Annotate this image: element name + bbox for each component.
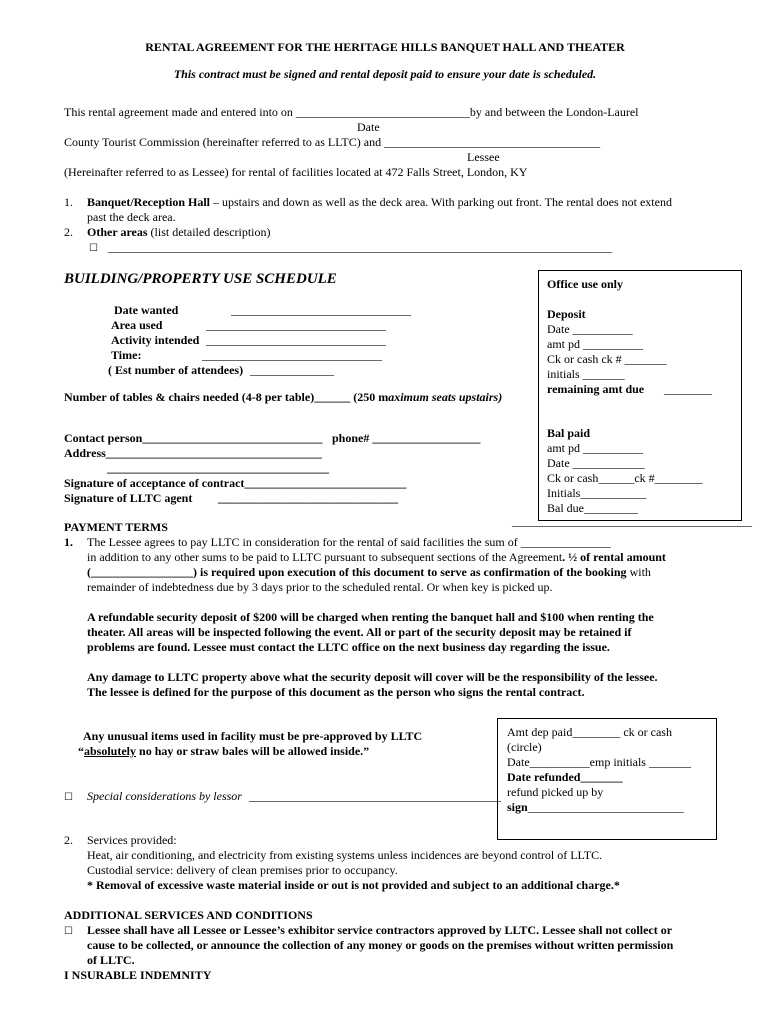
max-seats-note: aximum seats upstairs): [388, 390, 503, 404]
attendees-field[interactable]: ______________: [250, 363, 334, 377]
insurable-indemnity-heading: I NSURABLE INDEMNITY: [64, 968, 212, 982]
sign-label: sign: [507, 800, 528, 814]
no-hay-text: no hay or straw bales will be allowed inside.”: [136, 744, 370, 758]
balance-initials-field[interactable]: Initials___________: [547, 486, 647, 500]
open-quote: “: [78, 744, 84, 758]
services-number: 2.: [64, 833, 73, 847]
payment-line-2: [87, 550, 666, 565]
circle-note: (circle): [507, 740, 542, 754]
activity-label: Activity intended: [111, 333, 200, 347]
other-areas-checkbox[interactable]: ☐: [89, 243, 98, 254]
attendees-label: ( Est number of attendees): [108, 363, 244, 377]
payment-line-1: The Lessee agrees to pay LLTC in consideration for the rental of said facilities the sum of _______________: [87, 535, 611, 549]
remaining-due-label: remaining amt due: [547, 382, 645, 396]
item-1-heading: Banquet/Reception Hall: [87, 195, 211, 209]
document-subtitle: This contract must be signed and rental deposit paid to ensure your date is scheduled.: [173, 67, 597, 81]
intro-line-2: County Tourist Commission (hereinafter referred to as LLTC) and ____________________________________: [64, 135, 601, 149]
deposit-initials-field[interactable]: initials _______: [547, 367, 625, 381]
remaining-due-field[interactable]: ________: [664, 382, 712, 396]
payment-line-3: [87, 565, 651, 580]
services-utilities: Heat, air conditioning, and electricity from existing systems unless incidences are beyond control of LLTC.: [87, 848, 603, 862]
services-waste-removal: * Removal of excessive waste material inside or out is not provided and subject to an additional charge.*: [87, 878, 620, 892]
agent-signature-field[interactable]: ______________________________: [218, 491, 398, 505]
security-deposit-line-1: A refundable security deposit of $200 will be charged when renting the banquet hall and $100 when renting the: [87, 610, 654, 624]
damage-clause-line-2: The lessee is defined for the purpose of this document as the person who signs the rental contract.: [87, 685, 585, 699]
unusual-items-line-2: [78, 744, 369, 759]
balance-amount-field[interactable]: amt pd __________: [547, 441, 643, 455]
payment-terms-heading: PAYMENT TERMS: [64, 520, 168, 534]
lessee-caption: Lessee: [467, 150, 500, 164]
special-considerations-field[interactable]: __________________________________________: [249, 789, 501, 803]
deposit-date-field[interactable]: Date __________: [547, 322, 633, 336]
schedule-heading: BUILDING/PROPERTY USE SCHEDULE: [64, 271, 337, 287]
item-1-text: [87, 195, 672, 210]
security-deposit-line-2: theater. All areas will be inspected following the event. All or part of the security deposit may be retained if: [87, 625, 632, 639]
refund-picked-up-label: refund picked up by: [507, 785, 604, 799]
item-2-heading: Other areas: [87, 225, 148, 239]
item-1-line-2: past the deck area.: [87, 210, 176, 224]
address-field[interactable]: Address____________________________________: [64, 446, 322, 460]
item-2-description: (list detailed description): [147, 225, 271, 239]
unusual-items-line-1: Any unusual items used in facility must be pre-approved by LLTC: [83, 729, 423, 743]
booking-confirmation-text: (_________________) is required upon execution of this document to serve as confirmation of the booking: [87, 565, 627, 579]
date-caption: Date: [357, 120, 380, 134]
additional-line-1: Lessee shall have all Lessee or Lessee’s exhibitor service contractors approved by LLTC. Lessee shall not collect or: [87, 923, 673, 937]
activity-field[interactable]: ______________________________: [206, 333, 386, 347]
special-considerations-label: Special considerations by lessor: [87, 789, 242, 803]
refund-signature-field[interactable]: [507, 800, 684, 815]
area-used-label: Area used: [111, 318, 163, 332]
deposit-amount-field[interactable]: amt pd __________: [547, 337, 643, 351]
payment-item-number: 1.: [64, 535, 73, 549]
tables-chairs-line: [64, 390, 502, 405]
refund-date-initials-field[interactable]: Date__________emp initials _______: [507, 755, 691, 769]
special-considerations-checkbox[interactable]: ☐: [64, 792, 73, 803]
contact-person-field[interactable]: Contact person______________________________: [64, 431, 323, 445]
date-wanted-field[interactable]: ______________________________: [231, 303, 411, 317]
phone-field[interactable]: phone# __________________: [332, 431, 481, 445]
balance-due-field[interactable]: Bal due_________: [547, 501, 638, 515]
services-custodial: Custodial service: delivery of clean premises prior to occupancy.: [87, 863, 398, 877]
item-2-text: [87, 225, 271, 240]
payment-line-3-end: with: [626, 565, 651, 579]
services-heading: Services provided:: [87, 833, 177, 847]
balance-paid-label: Bal paid: [547, 426, 591, 440]
amount-deposit-paid-field[interactable]: Amt dep paid________ ck or cash: [507, 725, 672, 739]
date-refunded-field[interactable]: Date refunded_______: [507, 770, 623, 784]
half-rental-amount: . ½ of rental amount: [562, 550, 666, 564]
security-deposit-line-3: problems are found. Lessee must contact the LLTC office on the next business day regarding the issue.: [87, 640, 610, 654]
balance-check-field[interactable]: Ck or cash______ck #________: [547, 471, 703, 485]
date-wanted-label: Date wanted: [114, 303, 179, 317]
item-1-description: – upstairs and down as well as the deck area. With parking out front. The rental does not extend: [210, 195, 672, 209]
acceptance-signature-field[interactable]: Signature of acceptance of contract___________________________: [64, 476, 407, 490]
payment-line-2-text: in addition to any other sums to be paid to LLTC pursuant to subsequent sections of the Agreement: [87, 550, 563, 564]
item-1-number: 1.: [64, 195, 73, 209]
address-field-line-2[interactable]: _____________________________________: [107, 461, 329, 475]
time-label: Time:: [111, 348, 142, 362]
absolutely-emphasis: absolutely: [84, 744, 137, 758]
sign-line[interactable]: __________________________: [527, 800, 684, 814]
item-2-number: 2.: [64, 225, 73, 239]
tables-chairs-text: Number of tables & chairs needed (4-8 per table)______ (250 m: [64, 390, 389, 404]
additional-services-heading: ADDITIONAL SERVICES AND CONDITIONS: [64, 908, 313, 922]
area-used-field[interactable]: ______________________________: [206, 318, 386, 332]
balance-date-field[interactable]: Date ____________: [547, 456, 645, 470]
contractors-checkbox[interactable]: ☐: [64, 926, 73, 937]
additional-line-3: of LLTC.: [87, 953, 135, 967]
payment-line-4: remainder of indebtedness due by 3 days prior to the scheduled rental. Or when key is picked up.: [87, 580, 553, 594]
intro-line-1: This rental agreement made and entered into on _____________________________by and between the London-Laurel: [64, 105, 639, 119]
office-box-bottom-rule: ________________________________________: [512, 514, 752, 528]
damage-clause-line-1: Any damage to LLTC property above what the security deposit will cover will be the responsibility of the lessee.: [87, 670, 658, 684]
other-areas-line[interactable]: ____________________________________________________________________________________: [108, 240, 612, 254]
office-use-title: Office use only: [547, 277, 623, 291]
time-field[interactable]: ______________________________: [202, 348, 382, 362]
intro-line-3: (Hereinafter referred to as Lessee) for rental of facilities located at 472 Falls Street, London, KY: [64, 165, 528, 179]
document-title: RENTAL AGREEMENT FOR THE HERITAGE HILLS BANQUET HALL AND THEATER: [145, 40, 625, 54]
deposit-label: Deposit: [547, 307, 586, 321]
agent-signature-label: Signature of LLTC agent: [64, 491, 193, 505]
deposit-check-field[interactable]: Ck or cash ck # _______: [547, 352, 667, 366]
additional-line-2: cause to be collected, or announce the collection of any money or goods on the premises without written permission: [87, 938, 674, 952]
